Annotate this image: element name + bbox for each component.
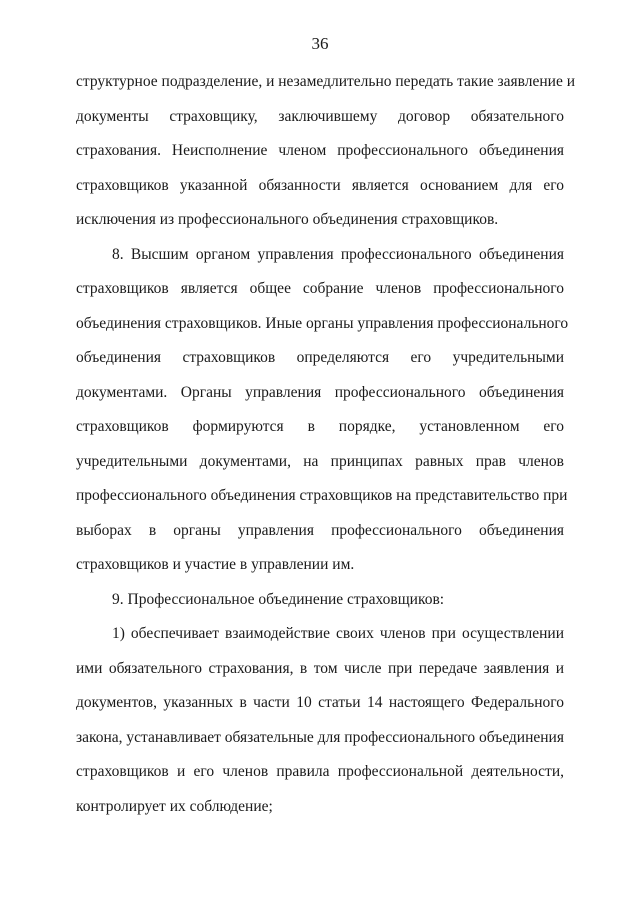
text-line: 8. Высшим органом управления профессионального объединения: [112, 246, 564, 263]
text-line: структурное подразделение, и незамедлительно передать такие заявление и: [76, 73, 575, 90]
text-line: страховщиков указанной обязанности является основанием для его: [76, 177, 564, 194]
text-line: страховщиков формируются в порядке, установленном его: [76, 418, 564, 435]
page-number: 36: [311, 34, 329, 53]
text-line: выборах в органы управления профессионального объединения: [76, 522, 564, 539]
text-line: документов, указанных в части 10 статьи 14 настоящего Федерального: [76, 694, 564, 711]
text-line: закона, устанавливает обязательные для профессионального объединения: [76, 729, 564, 746]
text-line: объединения страховщиков. Иные органы управления профессионального: [76, 315, 569, 332]
text-line: ими обязательного страхования, в том числе при передаче заявления и: [76, 660, 564, 677]
text-line: исключения из профессионального объединения страховщиков.: [76, 211, 499, 228]
text-line: объединения страховщиков определяются его учредительными: [76, 349, 564, 366]
text-line: документами. Органы управления профессионального объединения: [76, 384, 564, 401]
text-line: страховщиков и участие в управлении им.: [76, 556, 355, 573]
text-line: учредительными документами, на принципах равных прав членов: [76, 453, 564, 470]
text-line: страхования. Неисполнение членом профессионального объединения: [76, 142, 564, 159]
text-line: профессионального объединения страховщиков на представительство при: [76, 487, 568, 504]
text-line: документы страховщику, заключившему договор обязательного: [76, 108, 564, 125]
text-line: 9. Профессиональное объединение страховщиков:: [112, 591, 445, 608]
text-line: контролирует их соблюдение;: [76, 798, 273, 815]
text-line: страховщиков и его членов правила профессиональной деятельности,: [76, 763, 564, 780]
text-line: страховщиков является общее собрание членов профессионального: [76, 280, 564, 297]
text-line: 1) обеспечивает взаимодействие своих членов при осуществлении: [112, 625, 564, 642]
